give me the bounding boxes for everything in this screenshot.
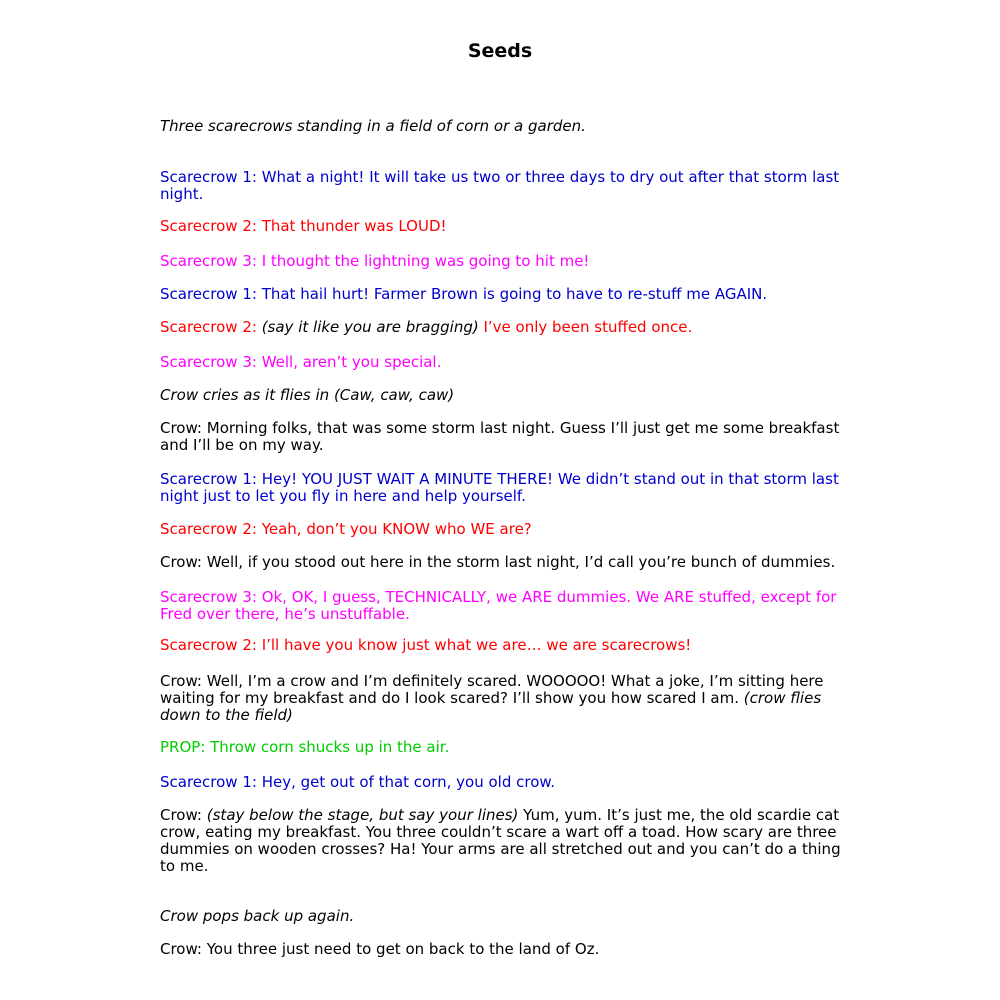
stage-direction: Crow cries as it flies in (Caw, caw, caw) [160, 386, 455, 404]
dialogue-line-crow: Crow: You three just need to get on back to the land of Oz. [160, 940, 600, 958]
dialogue-line-scarecrow-1: Scarecrow 1: Hey! YOU JUST WAIT A MINUTE THERE! We didn’t stand out in that storm last night just to let you fly in here and help yourself. [160, 470, 839, 505]
dialogue-line-scarecrow-3: Scarecrow 3: Well, aren’t you special. [160, 353, 442, 371]
speaker-label: Scarecrow 2: [160, 318, 262, 336]
dialogue-line-crow [160, 673, 850, 724]
dialogue-line-scarecrow-2: Scarecrow 2: That thunder was LOUD! [160, 217, 447, 235]
setting-direction: Three scarecrows standing in a field of corn or a garden. [160, 117, 586, 135]
dialogue-line-crow: Crow: Well, if you stood out here in the storm last night, I’d call you’re bunch of dummies. [160, 553, 836, 571]
dialogue-text: Yum, yum. It’s just me, the old scardie cat crow, eating my breakfast. You three couldn’t scare a wart off a toad. How scary are three dummies on wooden crosses? Ha! Your arms are all stretched out and you can’t do a thing to me. [160, 806, 841, 875]
document-title: Seeds [467, 40, 533, 62]
prop-cue: PROP: Throw corn shucks up in the air. [160, 738, 450, 756]
dialogue-line-crow: Crow: Morning folks, that was some storm last night. Guess I’ll just get me some breakfast and I’ll be on my way. [160, 419, 840, 454]
stage-direction: (stay below the stage, but say your lines) [206, 806, 519, 824]
dialogue-line-scarecrow-1: Scarecrow 1: What a night! It will take us two or three days to dry out after that storm last night. [160, 168, 840, 203]
dialogue-line-crow [160, 807, 850, 875]
dialogue-text: Crow: Well, I’m a crow and I’m definitely scared. WOOOOO! What a joke, I’m sitting here waiting for my breakfast and do I look scared? I’ll show you how scared I am. [160, 672, 824, 707]
stage-direction: (say it like you are bragging) [261, 318, 479, 336]
dialogue-line-scarecrow-1: Scarecrow 1: That hail hurt! Farmer Brown is going to have to re-stuff me AGAIN. [160, 285, 768, 303]
dialogue-line-scarecrow-3: Scarecrow 3: I thought the lightning was going to hit me! [160, 252, 590, 270]
dialogue-text: I’ve only been stuffed once. [478, 318, 693, 336]
dialogue-line-scarecrow-2: Scarecrow 2: I’ll have you know just what we are… we are scarecrows! [160, 636, 692, 654]
stage-direction: (crow flies down to the field) [160, 689, 822, 724]
stage-direction: Crow pops back up again. [160, 907, 355, 925]
dialogue-line-scarecrow-2: Scarecrow 2: Yeah, don’t you KNOW who WE are? [160, 520, 532, 538]
dialogue-line-scarecrow-2 [160, 319, 850, 336]
dialogue-line-scarecrow-3: Scarecrow 3: Ok, OK, I guess, TECHNICALLY, we ARE dummies. We ARE stuffed, except for Fred over there, he’s unstuffable. [160, 588, 837, 623]
dialogue-line-scarecrow-1: Scarecrow 1: Hey, get out of that corn, you old crow. [160, 773, 556, 791]
speaker-label: Crow: [160, 806, 207, 824]
